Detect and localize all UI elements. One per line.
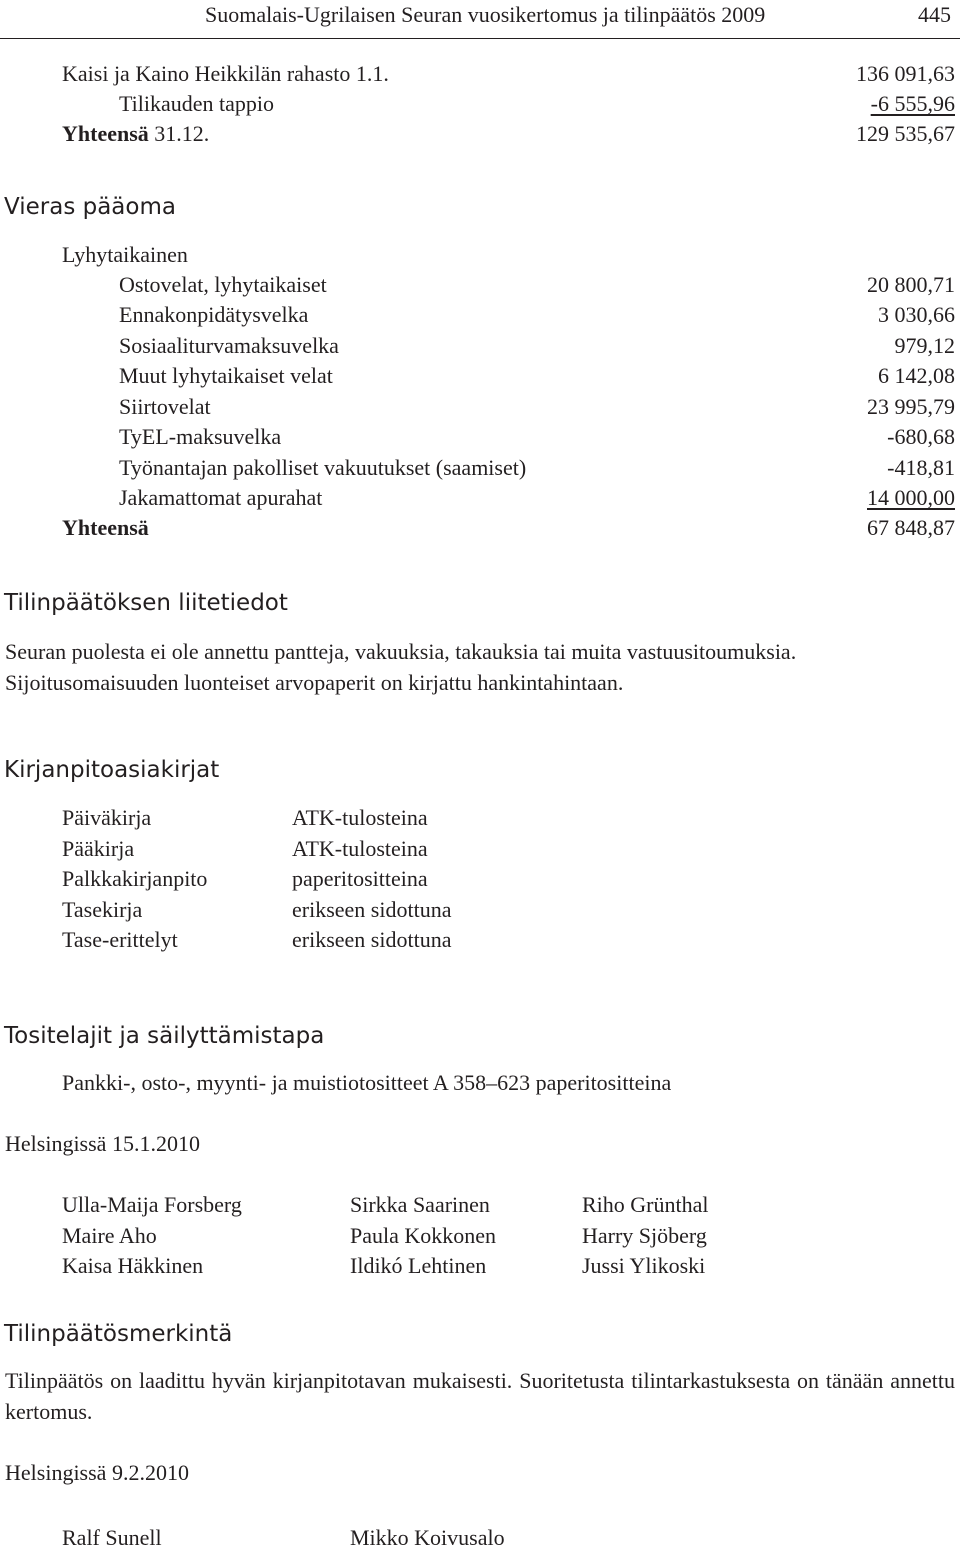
audit-heading: Tilinpäätösmerkintä — [4, 1321, 233, 1347]
signatory-name: Ulla-Maija Forsberg — [62, 1192, 242, 1217]
signatory-name: Ildikó Lehtinen — [350, 1253, 487, 1278]
signatory-name: Harry Sjöberg — [582, 1223, 707, 1248]
liability-value: 6 142,08 — [878, 363, 955, 388]
liability-label: Sosiaaliturvamaksuvelka — [119, 333, 339, 358]
record-name: Palkkakirjanpito — [62, 866, 208, 891]
audit-text: Tilinpäätös on laadittu hyvän kirjanpitotavan mukaisesti. Suoritetusta tilintarkastuksesta on tänään annettu kertomus. — [5, 1368, 955, 1424]
vouchers-heading: Tositelajit ja säilyttämistapa — [4, 1023, 325, 1049]
fund-opening-value: 136 091,63 — [856, 61, 955, 86]
liability-label: Ennakonpidätysvelka — [119, 302, 309, 327]
signatory-name: Jussi Ylikoski — [582, 1253, 706, 1278]
fund-total-label-date: 31.12. — [148, 121, 210, 146]
place-date-audit: Helsingissä 9.2.2010 — [5, 1460, 189, 1485]
liability-label: TyEL-maksuvelka — [119, 424, 282, 449]
signatory-name: Kaisa Häkkinen — [62, 1253, 204, 1278]
signatory-name: Sirkka Saarinen — [350, 1192, 490, 1217]
liability-label: Siirtovelat — [119, 394, 211, 419]
liabilities-total-label: Yhteensä — [62, 515, 149, 540]
record-name: Tase-erittelyt — [62, 927, 178, 952]
liabilities-subheading: Lyhytaikainen — [62, 242, 188, 267]
auditor-name: Ralf Sunell — [62, 1525, 162, 1550]
fund-total-label-bold: Yhteensä — [62, 121, 149, 146]
fund-total-label — [62, 123, 209, 145]
fund-loss-value: -6 555,96 — [870, 91, 955, 116]
record-name: Päiväkirja — [62, 805, 152, 830]
liabilities-heading: Vieras pääoma — [4, 194, 176, 220]
notes-line-2: Sijoitusomaisuuden luonteiset arvopaperit on kirjattu hankintahintaan. — [5, 670, 624, 695]
liability-value: 3 030,66 — [878, 302, 955, 327]
liabilities-total-value: 67 848,87 — [867, 515, 955, 540]
fund-loss-label: Tilikauden tappio — [119, 91, 275, 116]
record-form: erikseen sidottuna — [292, 927, 452, 952]
record-form: ATK-tulosteina — [292, 836, 428, 861]
vouchers-text: Pankki-, osto-, myynti- ja muistiotositteet A 358–623 paperitositteina — [62, 1070, 672, 1095]
fund-opening-label: Kaisi ja Kaino Heikkilän rahasto 1.1. — [62, 61, 389, 86]
liability-value: 14 000,00 — [867, 485, 955, 510]
liability-value: -418,81 — [887, 455, 955, 480]
auditor-name: Mikko Koivusalo — [350, 1525, 505, 1550]
record-name: Tasekirja — [62, 897, 143, 922]
record-form: paperitositteina — [292, 866, 428, 891]
running-header-title: Suomalais-Ugrilaisen Seuran vuosikertomus ja tilinpäätös 2009 — [205, 2, 766, 27]
liability-value: 23 995,79 — [867, 394, 955, 419]
record-form: erikseen sidottuna — [292, 897, 452, 922]
notes-line-1: Seuran puolesta ei ole annettu pantteja, vakuuksia, takauksia tai muita vastuusitoumuksia. — [5, 639, 797, 664]
place-date-board: Helsingissä 15.1.2010 — [5, 1131, 200, 1156]
notes-heading: Tilinpäätöksen liitetiedot — [4, 590, 288, 616]
header-rule — [0, 38, 960, 39]
record-form: ATK-tulosteina — [292, 805, 428, 830]
signatory-name: Riho Grünthal — [582, 1192, 709, 1217]
signatory-name: Paula Kokkonen — [350, 1223, 497, 1248]
signatory-name: Maire Aho — [62, 1223, 157, 1248]
liability-label: Ostovelat, lyhytaikaiset — [119, 272, 327, 297]
liability-value: 20 800,71 — [867, 272, 955, 297]
liability-label: Jakamattomat apurahat — [119, 485, 323, 510]
records-heading: Kirjanpitoasiakirjat — [4, 757, 220, 783]
liability-label: Työnantajan pakolliset vakuutukset (saamiset) — [119, 455, 527, 480]
liability-value: -680,68 — [887, 424, 955, 449]
record-name: Pääkirja — [62, 836, 135, 861]
liability-value: 979,12 — [894, 333, 955, 358]
liability-label: Muut lyhytaikaiset velat — [119, 363, 333, 388]
fund-total-value: 129 535,67 — [856, 121, 955, 146]
page-number: 445 — [918, 2, 951, 27]
